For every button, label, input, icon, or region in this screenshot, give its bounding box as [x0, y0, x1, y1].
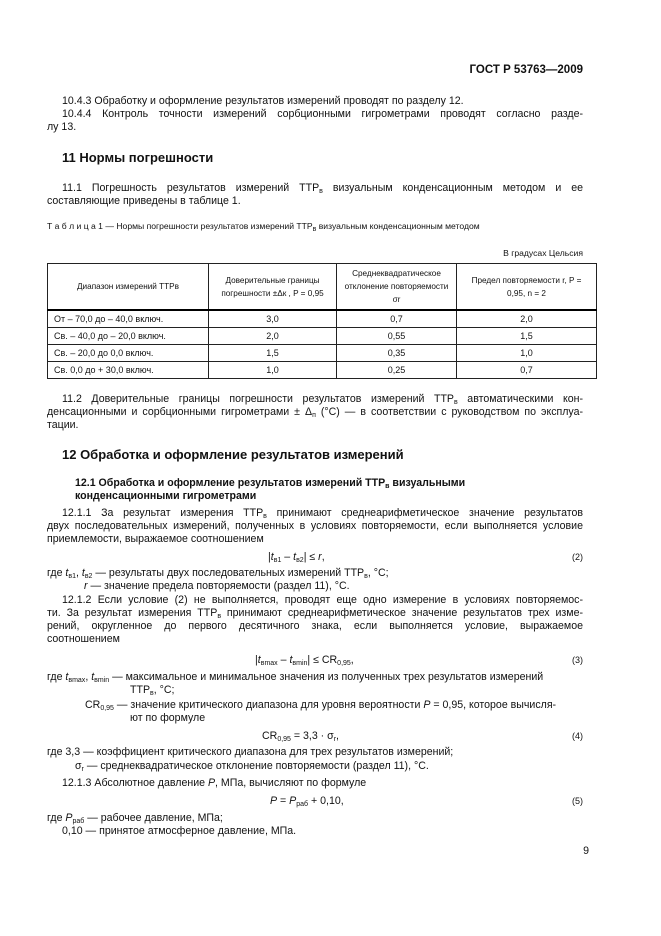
text-segment: 0,95 [100, 705, 114, 712]
text-segment: , °С; [367, 567, 389, 579]
text-segment: 12 Обработка и оформление результатов измерений [62, 447, 404, 462]
text-segment: (4) [572, 731, 583, 741]
table-row [48, 345, 597, 362]
table-cell: 0,7 [457, 362, 597, 379]
document-code: ГОСТ Р 53763—2009 [469, 64, 583, 76]
text-line [47, 746, 453, 759]
text-segment: в [217, 613, 222, 620]
text-line [75, 477, 465, 490]
text-segment: принимают среднеарифметическое значение результатов [266, 507, 583, 519]
table-cell: Св. – 20,0 до 0,0 включ. [48, 345, 209, 362]
text-segment: в [150, 690, 154, 697]
text-segment: t [65, 567, 69, 579]
text-line [75, 490, 256, 503]
text-segment: ют по формуле [130, 712, 206, 724]
text-line [572, 654, 583, 667]
text-segment: 0,95 [277, 736, 291, 743]
table-cell: 2,0 [209, 328, 337, 345]
text-segment: тации. [47, 419, 79, 431]
table-row [48, 328, 597, 345]
text-segment: п [312, 412, 316, 419]
text-segment: вmin [94, 677, 110, 684]
text-segment: визуальным конденсационным методом и ее [322, 182, 584, 194]
text-segment: r [81, 766, 84, 773]
text-segment: лу 13. [47, 121, 77, 133]
text-segment: вmax [260, 660, 278, 667]
text-segment: приемлемости, выражаемое соотношением [47, 533, 264, 545]
text-segment: в2 [84, 573, 93, 580]
text-segment: (5) [572, 796, 583, 806]
text-segment: в1 [273, 557, 282, 564]
text-line [47, 520, 583, 533]
table-header-row [48, 264, 597, 311]
text-line [47, 406, 583, 419]
text-segment: CR [262, 730, 278, 742]
text-segment: (°С) — в соответствии с руководством по эксплуа- [315, 406, 584, 418]
table-cell: 0,7 [337, 310, 457, 328]
text-segment: В градусах Цельсия [503, 248, 583, 258]
text-segment: где [47, 671, 66, 683]
text-segment: , [321, 551, 325, 563]
text-line [47, 419, 78, 432]
text-segment: , [85, 671, 92, 683]
table-caption [47, 220, 480, 233]
text-line [47, 620, 583, 633]
text-segment: двух последовательных измерений, полученных в условиях повторяемости, если выполняется условие [47, 520, 583, 532]
text-segment: — среднеквадратическое отклонение повторяемости (раздел 11), °С. [83, 760, 429, 772]
text-line [62, 95, 464, 108]
text-segment: 12.1.2 Если условие (2) не выполняется, проводят еще одно измерение в условиях повторяемос- [62, 594, 583, 606]
text-segment: Т а б л и ц а 1 — Нормы погрешности результатов измерений ТТР [47, 221, 313, 231]
table-row [48, 310, 597, 328]
text-segment: 11.1 Погрешность результатов измерений ТТР [62, 182, 320, 194]
text-line [47, 671, 543, 684]
text-segment: в1 [68, 573, 76, 580]
text-segment: визуальными [389, 477, 466, 489]
text-segment: в [454, 399, 458, 406]
table-row [48, 362, 597, 379]
text-segment: = 0,95, которое вычисля- [430, 699, 557, 711]
text-segment: вmax [68, 677, 86, 684]
text-segment: 12.1.3 Абсолютное давление [62, 777, 208, 789]
text-line [62, 393, 583, 406]
text-line [503, 247, 583, 260]
text-segment: — рабочее давление, МПа; [84, 812, 223, 824]
text-segment: — значение критического диапазона для уровня вероятности [113, 699, 424, 711]
text-segment: где [47, 567, 66, 579]
text-segment: в [263, 513, 267, 520]
text-segment: , °С; [153, 684, 175, 696]
text-line [62, 182, 583, 195]
text-segment: вmin [292, 660, 308, 667]
formula [268, 551, 325, 564]
text-segment: = 3,3 · σ [290, 730, 334, 742]
text-segment: | ≤ [303, 551, 319, 563]
text-segment: составляющие приведены в таблице 1. [47, 195, 241, 207]
page-number: 9 [583, 845, 589, 857]
table-header-cell: Доверительные границы погрешности ±Δк , P = 0,95 [209, 264, 337, 311]
text-segment: P [270, 795, 278, 807]
text-segment: t [81, 567, 85, 579]
text-segment: — максимальное и минимальное значения из полученных трех результатов измерений [109, 671, 544, 683]
text-segment: t [65, 671, 69, 683]
text-segment: соотношением [47, 633, 120, 645]
text-segment: автоматическими кон- [457, 393, 583, 405]
text-segment: в2 [296, 557, 304, 564]
text-segment: в [319, 188, 323, 195]
table-cell: 0,55 [337, 328, 457, 345]
text-segment: – [281, 551, 294, 563]
text-line [62, 507, 583, 520]
text-segment: P [289, 795, 297, 807]
text-segment: — значение предела повторяемости (раздел 11), °С. [87, 580, 350, 592]
text-segment: 12.1.1 За результат измерения ТТР [62, 507, 264, 519]
text-line [75, 760, 429, 773]
table-header-cell: Среднеквадратическое отклонение повторяемости σr [337, 264, 457, 311]
text-line [47, 533, 264, 546]
text-line [84, 580, 350, 593]
text-segment: 10.4.4 Контроль точности измерений сорбционными гигрометрами проводят согласно разде- [62, 108, 583, 120]
text-segment: t [91, 671, 95, 683]
text-segment: t [289, 654, 293, 666]
text-segment: ти. За результат измерения ТТР [47, 607, 218, 619]
text-segment: 12.1 Обработка и оформление результатов измерений ТТР [75, 477, 386, 489]
text-segment: r [318, 551, 322, 563]
text-line [62, 825, 296, 838]
text-line [130, 712, 205, 725]
text-segment: , [75, 567, 82, 579]
text-segment: где [47, 812, 66, 824]
text-segment: | [268, 551, 271, 563]
text-segment: 11 Нормы погрешности [62, 150, 214, 165]
text-line [47, 812, 223, 825]
text-segment: 0,10 — принятое атмосферное давление, МПа. [62, 825, 297, 837]
table-cell: 1,5 [457, 328, 597, 345]
text-segment: , МПа, вычисляют по формуле [215, 777, 367, 789]
text-segment: , [350, 654, 354, 666]
text-segment: раб [72, 818, 85, 825]
section-heading [62, 151, 213, 164]
table-cell: Св. – 40,0 до – 20,0 включ. [48, 328, 209, 345]
formula [270, 795, 344, 808]
text-segment: 11.2 Доверительные границы погрешности результатов измерений ТТР [62, 393, 455, 405]
table-cell: Св. 0,0 до + 30,0 включ. [48, 362, 209, 379]
text-segment: P [65, 812, 73, 824]
text-segment: 0,95 [337, 660, 351, 667]
text-line [572, 795, 583, 808]
text-segment: t [270, 551, 274, 563]
text-segment: = [277, 795, 290, 807]
text-segment: в [385, 483, 390, 490]
table-norms [47, 263, 597, 379]
text-segment: + 0,10, [308, 795, 344, 807]
formula [255, 654, 354, 667]
table-cell: 1,0 [457, 345, 597, 362]
text-segment: в [364, 573, 368, 580]
table-cell: 0,35 [337, 345, 457, 362]
text-segment: (3) [572, 655, 583, 665]
text-segment: 10.4.3 Обработку и оформление результатов измерений проводят по разделу 12. [62, 95, 464, 107]
text-segment: где 3,3 — коэффициент критического диапазона для трех результатов измерений; [47, 746, 454, 758]
text-line [47, 633, 120, 646]
text-segment: σ [75, 760, 82, 772]
text-segment: раб [296, 801, 309, 808]
text-segment: | ≤ CR [307, 654, 338, 666]
text-line [47, 607, 583, 620]
text-segment: конденсационными гигрометрами [75, 490, 257, 502]
text-line [62, 594, 583, 607]
text-line [47, 121, 76, 134]
formula [262, 730, 339, 743]
text-segment: – [277, 654, 290, 666]
text-line [47, 195, 241, 208]
text-segment: (2) [572, 552, 583, 562]
text-line [572, 551, 583, 564]
text-segment: визуальным конденсационным методом [316, 221, 480, 231]
table-cell: 1,5 [209, 345, 337, 362]
table-cell: 1,0 [209, 362, 337, 379]
text-line [47, 567, 389, 580]
text-segment: денсационными и сорбционными гигрометрами ± Δ [47, 406, 313, 418]
text-segment: — результаты двух последовательных измерений ТТР [92, 567, 365, 579]
text-segment: t [293, 551, 297, 563]
text-segment: , [336, 730, 339, 742]
text-segment: r [84, 580, 88, 592]
text-segment: P [423, 699, 431, 711]
text-segment: принимают среднеарифметическое значение результатов трех изме- [221, 607, 583, 619]
text-segment: в [312, 226, 317, 233]
text-segment: CR [85, 699, 101, 711]
section-heading [62, 448, 404, 461]
table-cell: 2,0 [457, 310, 597, 328]
text-segment: рений, округленное до первого десятичного знака, если выполняется условие, выражаемое [47, 620, 583, 632]
text-line [572, 730, 583, 743]
text-line [62, 108, 583, 121]
table-header-cell: Диапазон измерений ТТРв [48, 264, 209, 311]
text-line [62, 777, 366, 790]
text-segment: | [255, 654, 258, 666]
text-segment: r [333, 736, 337, 743]
table-cell: 0,25 [337, 362, 457, 379]
text-segment: ТТР [130, 684, 151, 696]
table-header-cell: Предел повторяемости r, P = 0,95, n = 2 [457, 264, 597, 311]
table-cell: 3,0 [209, 310, 337, 328]
table-cell: От – 70,0 до – 40,0 включ. [48, 310, 209, 328]
text-segment: P [207, 777, 216, 789]
text-line [130, 684, 174, 697]
text-line [85, 699, 556, 712]
text-segment: t [257, 654, 261, 666]
